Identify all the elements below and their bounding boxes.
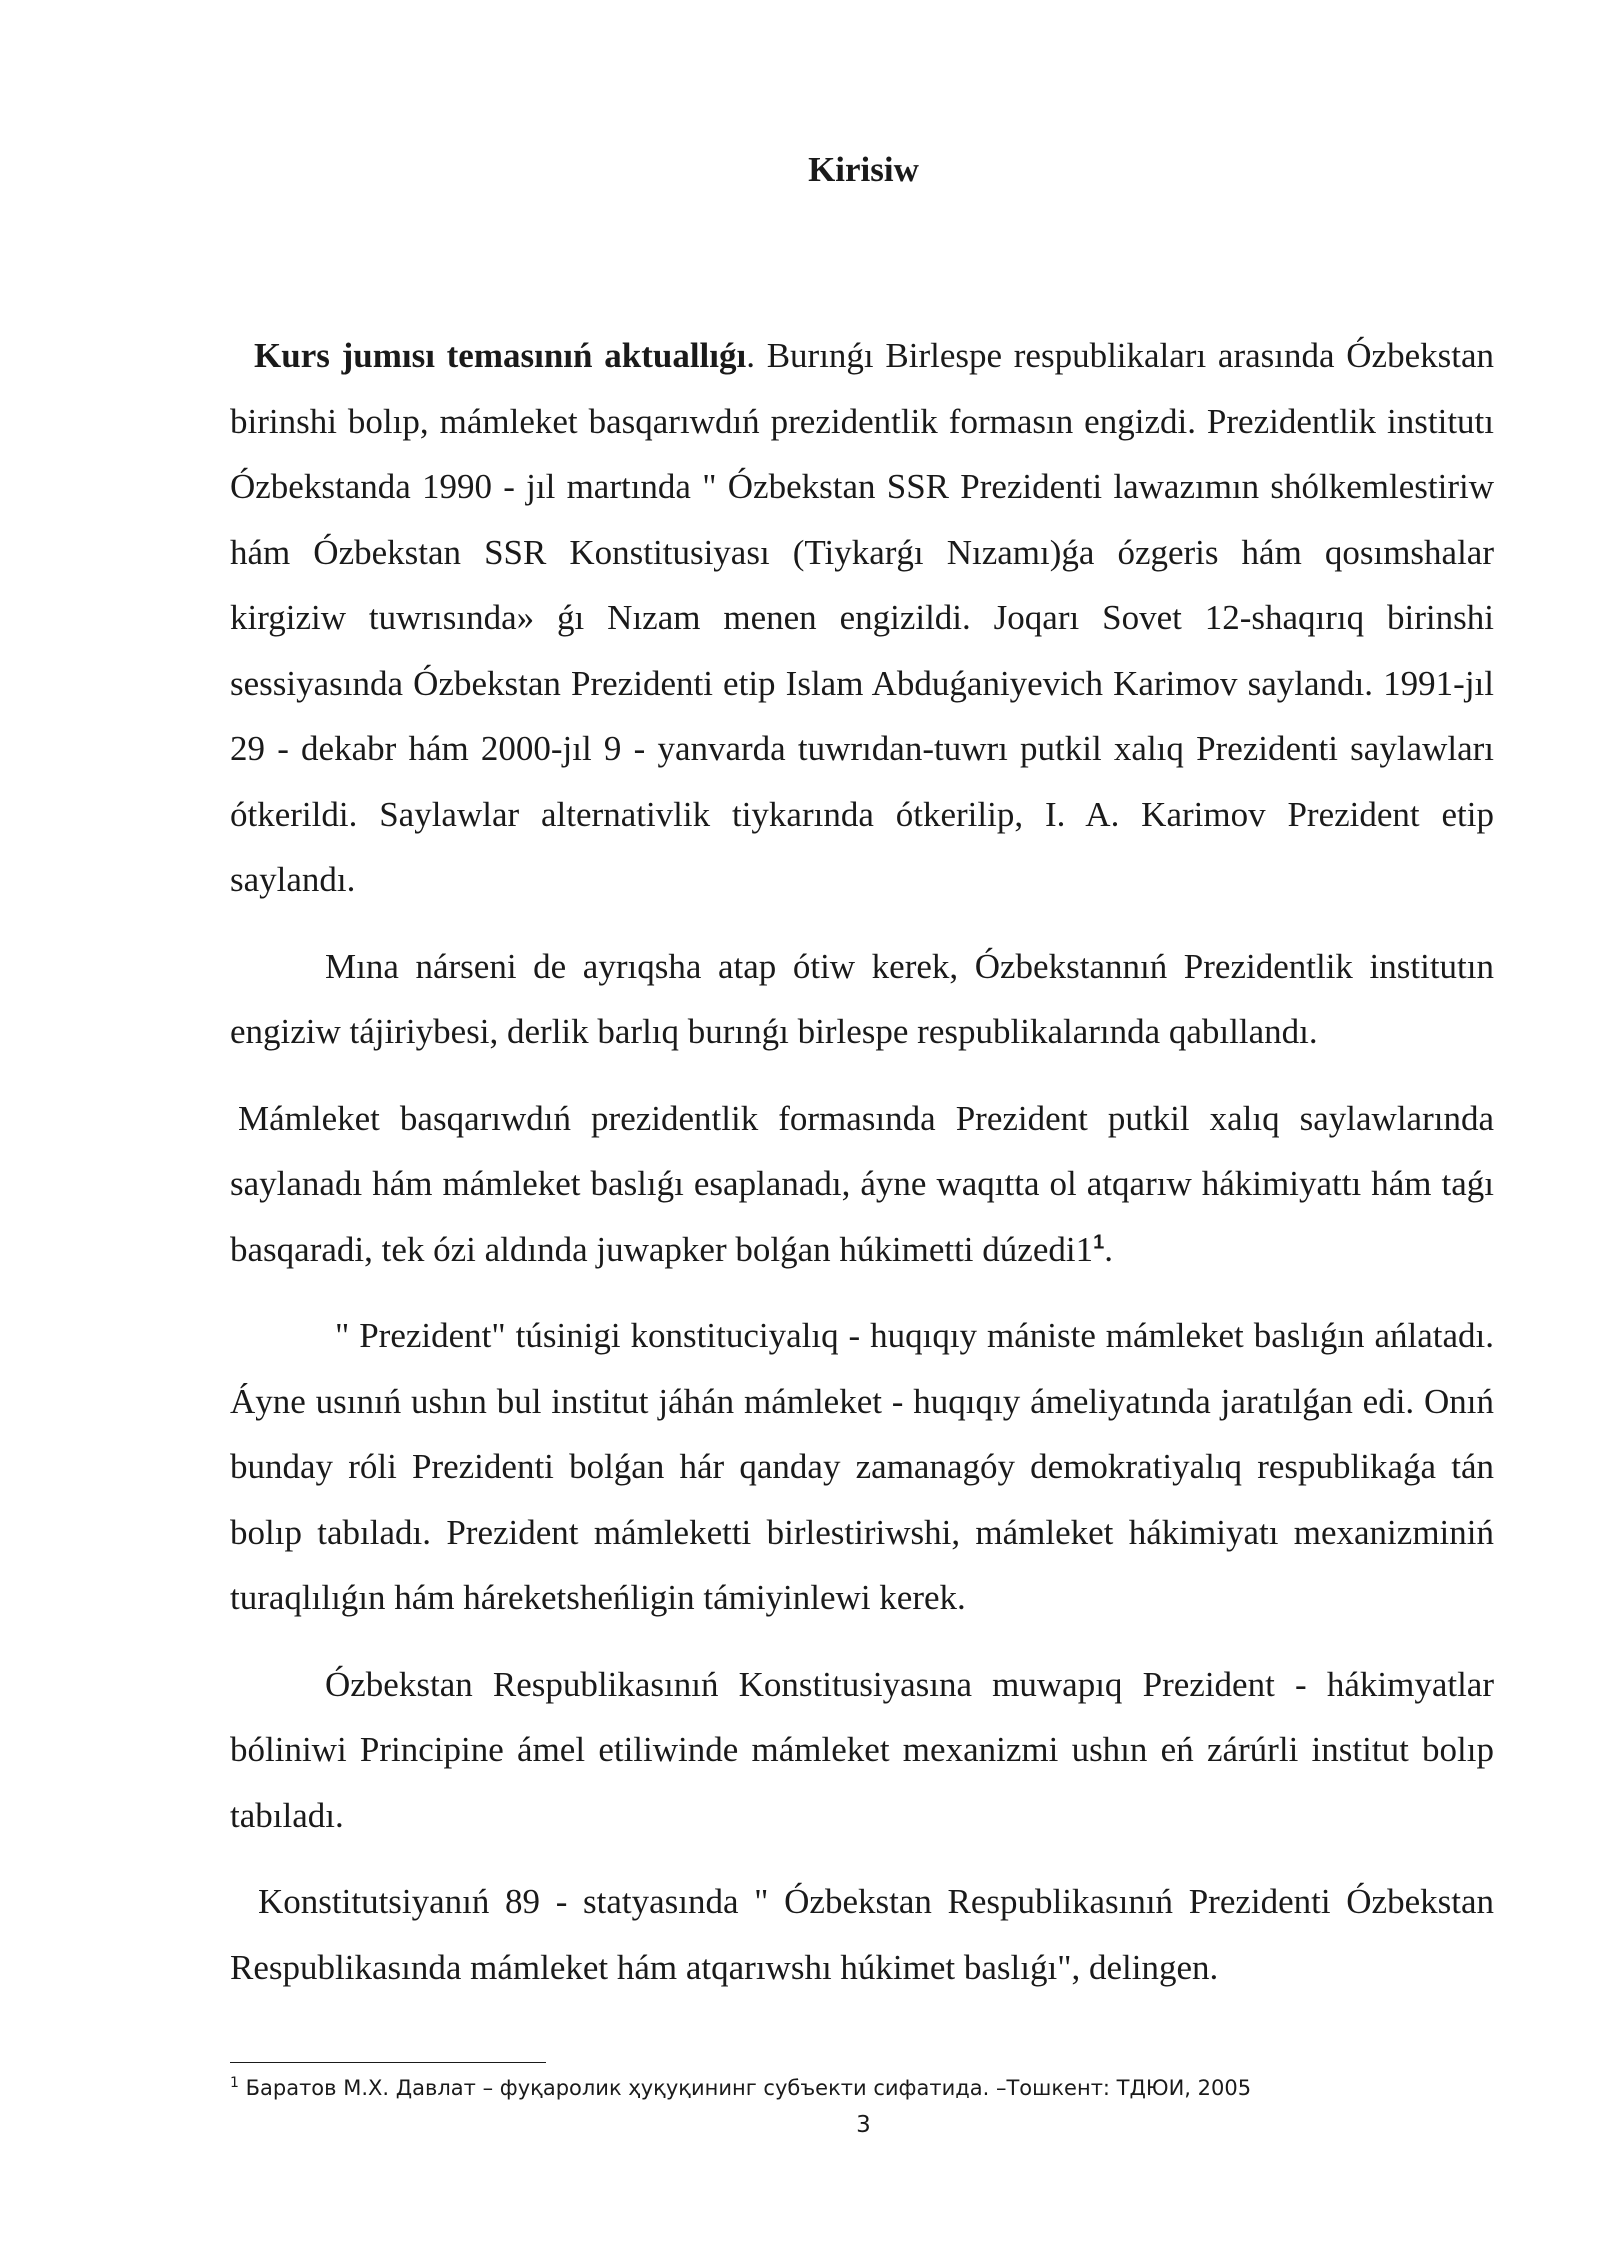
paragraph-constitution — [230, 1652, 1494, 1849]
footnote — [230, 2074, 1251, 2102]
paragraph-governance-form — [230, 1086, 1494, 1283]
paragraph-text: Konstitutsiyanıń 89 - statyasında " Ózbekstan Respublikasınıń Prezidenti Ózbekstan Respublikasında mámleket hám atqarıwshı húkimet baslıǵı", delingen. — [230, 1882, 1494, 1987]
paragraph-text: Mına nárseni de ayrıqsha atap ótiw kerek, Ózbekstannıń Prezidentlik institutın engiziw tájiriybesi, derlik barlıq burınǵı birlespe respublikalarında qabıllandı. — [230, 946, 1494, 1051]
page-title: Kirisiw — [808, 150, 919, 189]
paragraph-president-concept — [230, 1303, 1494, 1631]
paragraph-experience — [230, 934, 1494, 1065]
paragraph-text-end: . — [1104, 1229, 1113, 1269]
footnote-text: Баратов М.Х. Давлат – фуқаролик ҳуқуқининг субъекти сифатида. –Тошкент: ТДЮИ, 2005 — [238, 2076, 1252, 2100]
paragraph-text: Mámleket basqarıwdıń prezidentlik formasında Prezident putkil xalıq saylawlarında saylanadı hám mámleket baslıǵı esaplanadı, áyne waqıtta ol atqarıw hákimiyattı hám taǵı basqaradi, tek ózi aldında juwapker bolǵan húkimetti dúzedi1 — [230, 1098, 1494, 1269]
body-text — [230, 323, 1494, 2021]
footnote-reference[interactable]: 1 — [1093, 1230, 1105, 1253]
footnote-separator — [230, 2062, 546, 2063]
paragraph-text: Ózbekstan Respublikasınıń Konstitusiyasına muwapıq Prezident - hákimyatlar bóliniwi Principine ámel etiliwinde mámleket mexanizmi ushın eń zárúrli institut bolıp tabıladı. — [230, 1664, 1494, 1835]
footnote-marker: 1 — [230, 2075, 239, 2091]
page-number: 3 — [856, 2112, 871, 2138]
paragraph-text: . Burınǵı Birlespe respublikaları arasında Ózbekstan birinshi bolıp, mámleket basqarıwdıń prezidentlik formasın engizdi. Prezidentlik institutı Ózbekstanda 1990 - jıl martında " Ózbekstan SSR Prezidenti lawazımın shólkemlestiriw hám Ózbekstan SSR Konstitusiyası (Tiykarǵı Nızamı)ǵa ózgeris hám qosımshalar kirgiziw tuwrısında» ǵı Nızam menen engizildi. Joqarı Sovet 12-shaqırıq birinshi sessiyasında Ózbekstan Prezidenti etip Islam Abduǵaniyevich Karimov saylandı. 1991-jıl 29 - dekabr hám 2000-jıl 9 - yanvarda tuwrıdan-tuwrı putkil xalıq Prezidenti saylawları ótkerildi. Saylawlar alternativlik tiykarında ótkerilip, I. A. Karimov Prezident etip saylandı. — [230, 336, 1494, 899]
paragraph-lead: Kurs jumısı temasınıń aktuallıǵı — [254, 336, 747, 375]
paragraph-text: " Prezident" túsinigi konstituciyalıq - huqıqıy mániste mámleket baslıǵın ańlatadı. Áyne usınıń ushın bul institut jáhán mámleket - huqıqıy ámeliyatında jaratılǵan edi. Onıń bunday róli Prezidenti bolǵan hár qanday zamanagóy demokratiyalıq respublikaǵa tán bolıp tabıladı. Prezident mámleketti birlestiriwshi, mámleket hákimiyatı mexanizminiń turaqlılıǵın hám háreketsheńligin támiyinlewi kerek. — [230, 1316, 1494, 1617]
paragraph-article-89 — [230, 1869, 1494, 2000]
paragraph-actuality — [230, 323, 1494, 913]
